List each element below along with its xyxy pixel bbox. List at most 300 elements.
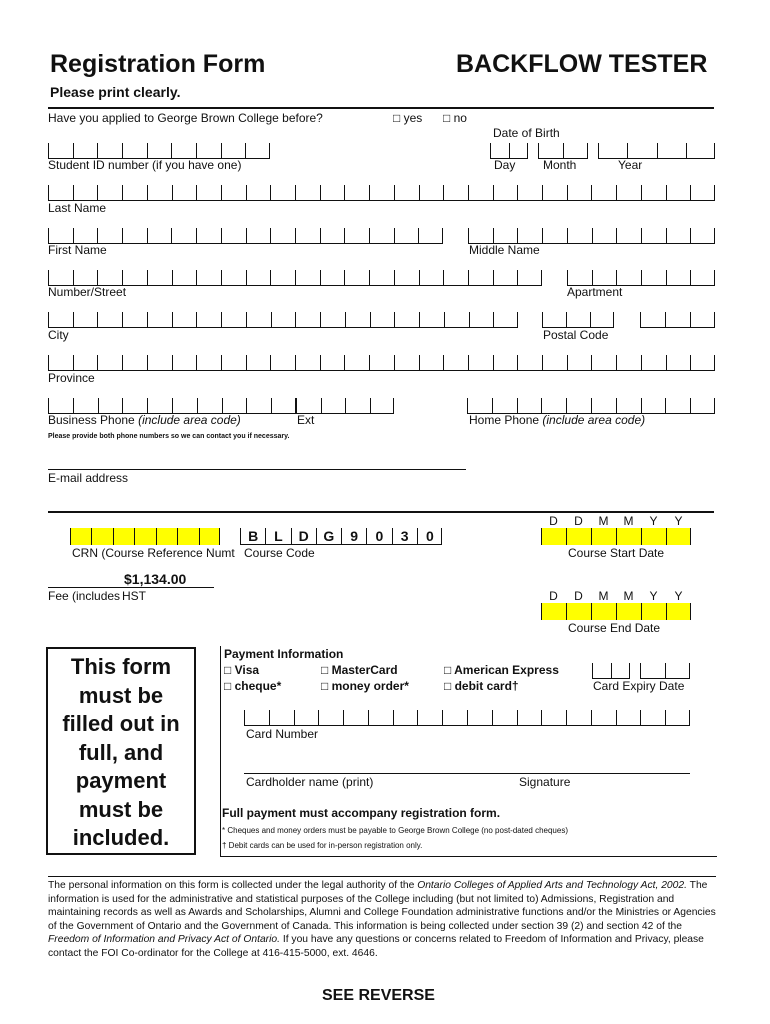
money-order-checkbox[interactable]: □ money order* — [321, 679, 409, 693]
box-divider — [245, 143, 246, 158]
box-divider — [443, 355, 444, 370]
box-divider — [369, 270, 370, 285]
card-expiry-year-boxes[interactable] — [640, 662, 690, 679]
box-divider — [714, 270, 715, 285]
box-divider — [492, 710, 493, 725]
box-divider — [592, 270, 593, 285]
box-divider — [156, 528, 157, 545]
box-divider — [616, 185, 617, 200]
box-divider — [172, 398, 173, 413]
box-divider — [690, 398, 691, 413]
box-divider — [541, 710, 542, 725]
end-date-format — [541, 589, 691, 603]
box-divider — [541, 603, 542, 620]
apartment-label: Apartment — [567, 285, 623, 299]
box-divider — [343, 710, 344, 725]
course-code-char: L — [265, 528, 290, 545]
box-divider — [97, 355, 98, 370]
visa-checkbox[interactable]: □ Visa — [224, 663, 260, 677]
box-divider — [147, 270, 148, 285]
notice-line: filled out in — [62, 711, 180, 736]
box-divider — [517, 312, 518, 327]
box-divider — [616, 355, 617, 370]
box-divider — [171, 143, 172, 158]
box-divider — [147, 398, 148, 413]
box-divider — [222, 398, 223, 413]
box-divider — [147, 228, 148, 243]
box-divider — [196, 270, 197, 285]
box-divider — [689, 663, 690, 678]
box-divider — [318, 710, 319, 725]
crn-boxes[interactable] — [70, 528, 220, 545]
applied-no-checkbox[interactable]: □ no — [443, 111, 467, 125]
box-divider — [640, 663, 641, 678]
box-divider — [196, 143, 197, 158]
box-divider — [73, 312, 74, 327]
box-divider — [591, 398, 592, 413]
box-divider — [73, 270, 74, 285]
box-divider — [542, 355, 543, 370]
box-divider — [641, 528, 642, 545]
student-id-label: Student ID number (if you have one) — [48, 158, 242, 172]
box-divider — [592, 228, 593, 243]
card-number-boxes[interactable] — [244, 709, 690, 726]
notice-line: payment — [75, 768, 167, 793]
box-divider — [48, 355, 49, 370]
first-name-label: First Name — [48, 243, 107, 257]
box-divider — [172, 270, 173, 285]
course-title: BACKFLOW TESTER — [456, 50, 708, 78]
middle-name-label: Middle Name — [469, 243, 540, 257]
box-divider — [641, 398, 642, 413]
start-date-boxes[interactable] — [541, 528, 691, 545]
box-divider — [566, 603, 567, 620]
home-phone-label: Home Phone (include area code) — [469, 413, 646, 427]
header-rule — [48, 107, 714, 109]
box-divider — [468, 185, 469, 200]
box-divider — [666, 355, 667, 370]
box-divider — [527, 143, 528, 158]
card-expiry-month-boxes[interactable] — [592, 662, 630, 679]
box-divider — [468, 355, 469, 370]
date-format-letter: M — [623, 514, 634, 528]
date-format-letter: Y — [674, 514, 683, 528]
box-divider — [48, 143, 49, 158]
box-divider — [48, 228, 49, 243]
box-divider — [172, 185, 173, 200]
box-divider — [221, 143, 222, 158]
box-divider — [587, 143, 588, 158]
box-divider — [394, 185, 395, 200]
box-divider — [246, 312, 247, 327]
box-divider — [566, 710, 567, 725]
box-divider — [196, 312, 197, 327]
start-date-format — [541, 514, 691, 528]
date-format-letter: D — [549, 589, 558, 603]
privacy-notice: The personal information on this form is collected under the legal authority of the Ontario Colleges of Applied Arts and Technology Act, 2002. The information is used for the administrative and statistical purposes of the College including (but not limited to) Admissions, Registration and maintaining records as well as Awards and Scholarships, Alumni and College Foundation administrative functions and/or the Ministries or Agencies of the Government of Ontario and the Government of Canada. This information is being collected under section 39 (2) and section 42 of the Freedom of Information and Privacy Act of Ontario. If you have any questions or concerns related to Freedom of Information and Privacy, please contact the FOI Co-ordinator for the College at 416-415-5000, ext. 4646. — [48, 880, 716, 959]
box-divider — [48, 398, 49, 413]
dob-day-boxes[interactable] — [490, 142, 528, 159]
box-divider — [48, 270, 49, 285]
box-divider — [73, 228, 74, 243]
box-divider — [91, 528, 92, 545]
notice-line: included. — [72, 825, 170, 850]
dob-month-label: Month — [543, 158, 577, 172]
box-divider — [541, 528, 542, 545]
box-divider — [394, 312, 395, 327]
box-divider — [714, 228, 715, 243]
box-divider — [541, 270, 542, 285]
box-divider — [613, 312, 614, 327]
box-divider — [368, 710, 369, 725]
notice-line: This form — [70, 654, 172, 679]
box-divider — [394, 355, 395, 370]
date-format-letter: Y — [649, 589, 658, 603]
box-divider — [113, 528, 114, 545]
first-name-boxes[interactable] — [48, 227, 443, 244]
box-divider — [344, 228, 345, 243]
cheque-note: * Cheques and money orders must be payable to George Brown College (no post-dated cheques) — [222, 826, 568, 835]
box-divider — [714, 143, 715, 158]
box-divider — [344, 355, 345, 370]
course-code-char: 0 — [366, 528, 391, 545]
box-divider — [689, 710, 690, 725]
box-divider — [344, 270, 345, 285]
box-divider — [246, 355, 247, 370]
box-divider — [686, 143, 687, 158]
apartment-boxes[interactable] — [567, 269, 715, 286]
date-format-letter: D — [549, 514, 558, 528]
ext-label: Ext — [297, 413, 315, 427]
cardholder-label: Cardholder name (print) — [246, 775, 374, 789]
box-divider — [271, 398, 272, 413]
street-boxes[interactable] — [48, 269, 542, 286]
box-divider — [197, 398, 198, 413]
box-divider — [517, 270, 518, 285]
fee-rule — [48, 587, 214, 588]
box-divider — [616, 710, 617, 725]
course-code-char: D — [291, 528, 316, 545]
box-divider — [73, 398, 74, 413]
amex-checkbox[interactable]: □ American Express — [444, 663, 559, 677]
box-divider — [509, 143, 510, 158]
box-divider — [629, 663, 630, 678]
box-divider — [295, 270, 296, 285]
box-divider — [171, 228, 172, 243]
box-divider — [493, 312, 494, 327]
city-label: City — [48, 328, 69, 342]
box-divider — [369, 355, 370, 370]
business-phone-label: Business Phone (include area code) — [48, 413, 241, 427]
box-divider — [493, 185, 494, 200]
box-divider — [246, 185, 247, 200]
box-divider — [492, 398, 493, 413]
box-divider — [467, 398, 468, 413]
email-line[interactable] — [48, 469, 466, 470]
box-divider — [70, 528, 71, 545]
box-divider — [542, 228, 543, 243]
box-divider — [666, 228, 667, 243]
box-divider — [567, 185, 568, 200]
box-divider — [598, 143, 599, 158]
box-divider — [665, 663, 666, 678]
notice-box — [46, 647, 196, 855]
box-divider — [493, 228, 494, 243]
box-divider — [468, 270, 469, 285]
box-divider — [244, 710, 245, 725]
box-divider — [147, 143, 148, 158]
course-code-label: Course Code — [244, 546, 315, 560]
course-section-rule — [48, 511, 714, 513]
box-divider — [73, 143, 74, 158]
box-divider — [321, 398, 322, 413]
box-divider — [590, 312, 591, 327]
box-divider — [542, 185, 543, 200]
box-divider — [611, 663, 612, 678]
box-divider — [134, 528, 135, 545]
box-divider — [97, 228, 98, 243]
box-divider — [714, 398, 715, 413]
box-divider — [542, 312, 543, 327]
box-divider — [147, 355, 148, 370]
box-divider — [48, 312, 49, 327]
box-divider — [370, 312, 371, 327]
box-divider — [591, 528, 592, 545]
box-divider — [640, 312, 641, 327]
box-divider — [97, 312, 98, 327]
box-divider — [417, 710, 418, 725]
box-divider — [393, 398, 394, 413]
box-divider — [270, 185, 271, 200]
box-divider — [591, 603, 592, 620]
box-divider — [219, 528, 220, 545]
box-divider — [97, 143, 98, 158]
box-divider — [690, 228, 691, 243]
dob-label: Date of Birth — [493, 126, 560, 140]
full-payment-note: Full payment must accompany registration form. — [222, 806, 501, 820]
business-ext-boxes[interactable] — [296, 397, 394, 414]
box-divider — [221, 270, 222, 285]
box-divider — [666, 603, 667, 620]
applied-question: Have you applied to George Brown College before? — [48, 111, 323, 125]
middle-name-boxes[interactable] — [468, 227, 715, 244]
box-divider — [246, 270, 247, 285]
postal-code-boxes-a[interactable] — [542, 311, 614, 328]
date-format-letter: D — [574, 514, 583, 528]
dob-year-boxes[interactable] — [598, 142, 715, 159]
box-divider — [517, 355, 518, 370]
box-divider — [690, 528, 691, 545]
hst-label: HST — [122, 589, 146, 603]
box-divider — [517, 398, 518, 413]
box-divider — [122, 143, 123, 158]
box-divider — [122, 355, 123, 370]
signature-label: Signature — [519, 775, 571, 789]
course-code-char: 9 — [341, 528, 366, 545]
box-divider — [467, 710, 468, 725]
box-divider — [270, 355, 271, 370]
box-divider — [196, 185, 197, 200]
box-divider — [221, 228, 222, 243]
box-divider — [666, 185, 667, 200]
debit-checkbox[interactable]: □ debit card† — [444, 679, 519, 693]
phone-note: Please provide both phone numbers so we can contact you if necessary. — [48, 433, 290, 440]
box-divider — [665, 398, 666, 413]
box-divider — [73, 185, 74, 200]
home-phone-boxes[interactable] — [467, 397, 715, 414]
box-divider — [714, 185, 715, 200]
course-code-char: 3 — [392, 528, 417, 545]
dob-month-boxes[interactable] — [538, 142, 588, 159]
box-divider — [714, 355, 715, 370]
box-divider — [269, 710, 270, 725]
box-divider — [517, 710, 518, 725]
box-divider — [666, 270, 667, 285]
box-divider — [147, 312, 148, 327]
course-code-char: G — [316, 528, 341, 545]
box-divider — [73, 355, 74, 370]
box-divider — [345, 398, 346, 413]
box-divider — [172, 355, 173, 370]
box-divider — [627, 143, 628, 158]
end-date-boxes[interactable] — [541, 603, 691, 620]
box-divider — [591, 355, 592, 370]
box-divider — [246, 228, 247, 243]
box-divider — [714, 312, 715, 327]
date-format-letter: M — [598, 514, 609, 528]
box-divider — [517, 185, 518, 200]
box-divider — [221, 185, 222, 200]
cardholder-line[interactable] — [244, 773, 690, 774]
box-divider — [442, 710, 443, 725]
notice-line: must be — [78, 682, 164, 708]
box-divider — [394, 228, 395, 243]
box-divider — [665, 312, 666, 327]
date-format-letter: Y — [649, 514, 658, 528]
student-id-boxes[interactable] — [48, 142, 270, 159]
box-divider — [419, 270, 420, 285]
date-format-letter: M — [623, 589, 634, 603]
province-boxes[interactable] — [48, 354, 715, 371]
box-divider — [98, 398, 99, 413]
box-divider — [345, 312, 346, 327]
box-divider — [566, 528, 567, 545]
box-divider — [196, 228, 197, 243]
cheque-checkbox[interactable]: □ cheque* — [224, 679, 282, 693]
box-divider — [320, 228, 321, 243]
box-divider — [246, 398, 247, 413]
box-divider — [320, 355, 321, 370]
box-divider — [147, 185, 148, 200]
box-divider — [640, 710, 641, 725]
box-divider — [196, 355, 197, 370]
box-divider — [591, 185, 592, 200]
applied-yes-checkbox[interactable]: □ yes — [393, 111, 423, 125]
box-divider — [690, 603, 691, 620]
last-name-boxes[interactable] — [48, 184, 715, 201]
box-divider — [394, 270, 395, 285]
email-label: E-mail address — [48, 471, 129, 485]
box-divider — [567, 270, 568, 285]
box-divider — [419, 355, 420, 370]
box-divider — [567, 355, 568, 370]
box-divider — [122, 270, 123, 285]
box-divider — [616, 398, 617, 413]
start-date-label: Course Start Date — [568, 546, 665, 560]
postal-code-boxes-b[interactable] — [640, 311, 715, 328]
course-code-char: 0 — [417, 528, 442, 545]
notice-line: must be — [78, 796, 164, 822]
box-divider — [690, 355, 691, 370]
course-code-boxes — [240, 528, 442, 545]
box-divider — [541, 398, 542, 413]
box-divider — [468, 228, 469, 243]
box-divider — [269, 143, 270, 158]
box-divider — [616, 603, 617, 620]
box-baseline — [240, 544, 442, 545]
box-divider — [221, 312, 222, 327]
box-divider — [221, 355, 222, 370]
date-format-letter: M — [598, 589, 609, 603]
box-divider — [295, 355, 296, 370]
box-divider — [199, 528, 200, 545]
box-divider — [641, 355, 642, 370]
box-divider — [294, 710, 295, 725]
box-divider — [690, 312, 691, 327]
box-divider — [370, 398, 371, 413]
payment-title: Payment Information — [224, 647, 344, 661]
box-divider — [442, 228, 443, 243]
city-boxes[interactable] — [48, 311, 518, 328]
privacy-rule — [48, 876, 716, 877]
card-expiry-label: Card Expiry Date — [593, 679, 685, 693]
box-divider — [469, 312, 470, 327]
box-divider — [616, 528, 617, 545]
business-phone-boxes[interactable] — [48, 397, 296, 414]
box-divider — [344, 185, 345, 200]
box-divider — [566, 398, 567, 413]
box-divider — [641, 228, 642, 243]
box-divider — [295, 185, 296, 200]
box-divider — [690, 185, 691, 200]
dob-year-label: Year — [618, 158, 643, 172]
mastercard-checkbox[interactable]: □ MasterCard — [321, 663, 398, 677]
box-divider — [295, 228, 296, 243]
end-date-label: Course End Date — [568, 621, 661, 635]
box-divider — [665, 710, 666, 725]
box-divider — [122, 312, 123, 327]
box-divider — [490, 143, 491, 158]
postal-code-label: Postal Code — [543, 328, 609, 342]
box-divider — [641, 270, 642, 285]
box-divider — [592, 663, 593, 678]
box-divider — [295, 312, 296, 327]
box-divider — [441, 528, 442, 545]
print-instruction: Please print clearly. — [50, 84, 181, 100]
box-divider — [320, 185, 321, 200]
box-divider — [616, 228, 617, 243]
box-divider — [122, 398, 123, 413]
notice-line: full, and — [78, 739, 164, 765]
box-divider — [97, 185, 98, 200]
street-label: Number/Street — [48, 285, 127, 299]
fee-value: $1,134.00 — [124, 571, 187, 587]
province-label: Province — [48, 371, 95, 385]
box-divider — [97, 270, 98, 285]
box-divider — [493, 270, 494, 285]
box-divider — [690, 270, 691, 285]
course-code-char: B — [240, 528, 265, 545]
